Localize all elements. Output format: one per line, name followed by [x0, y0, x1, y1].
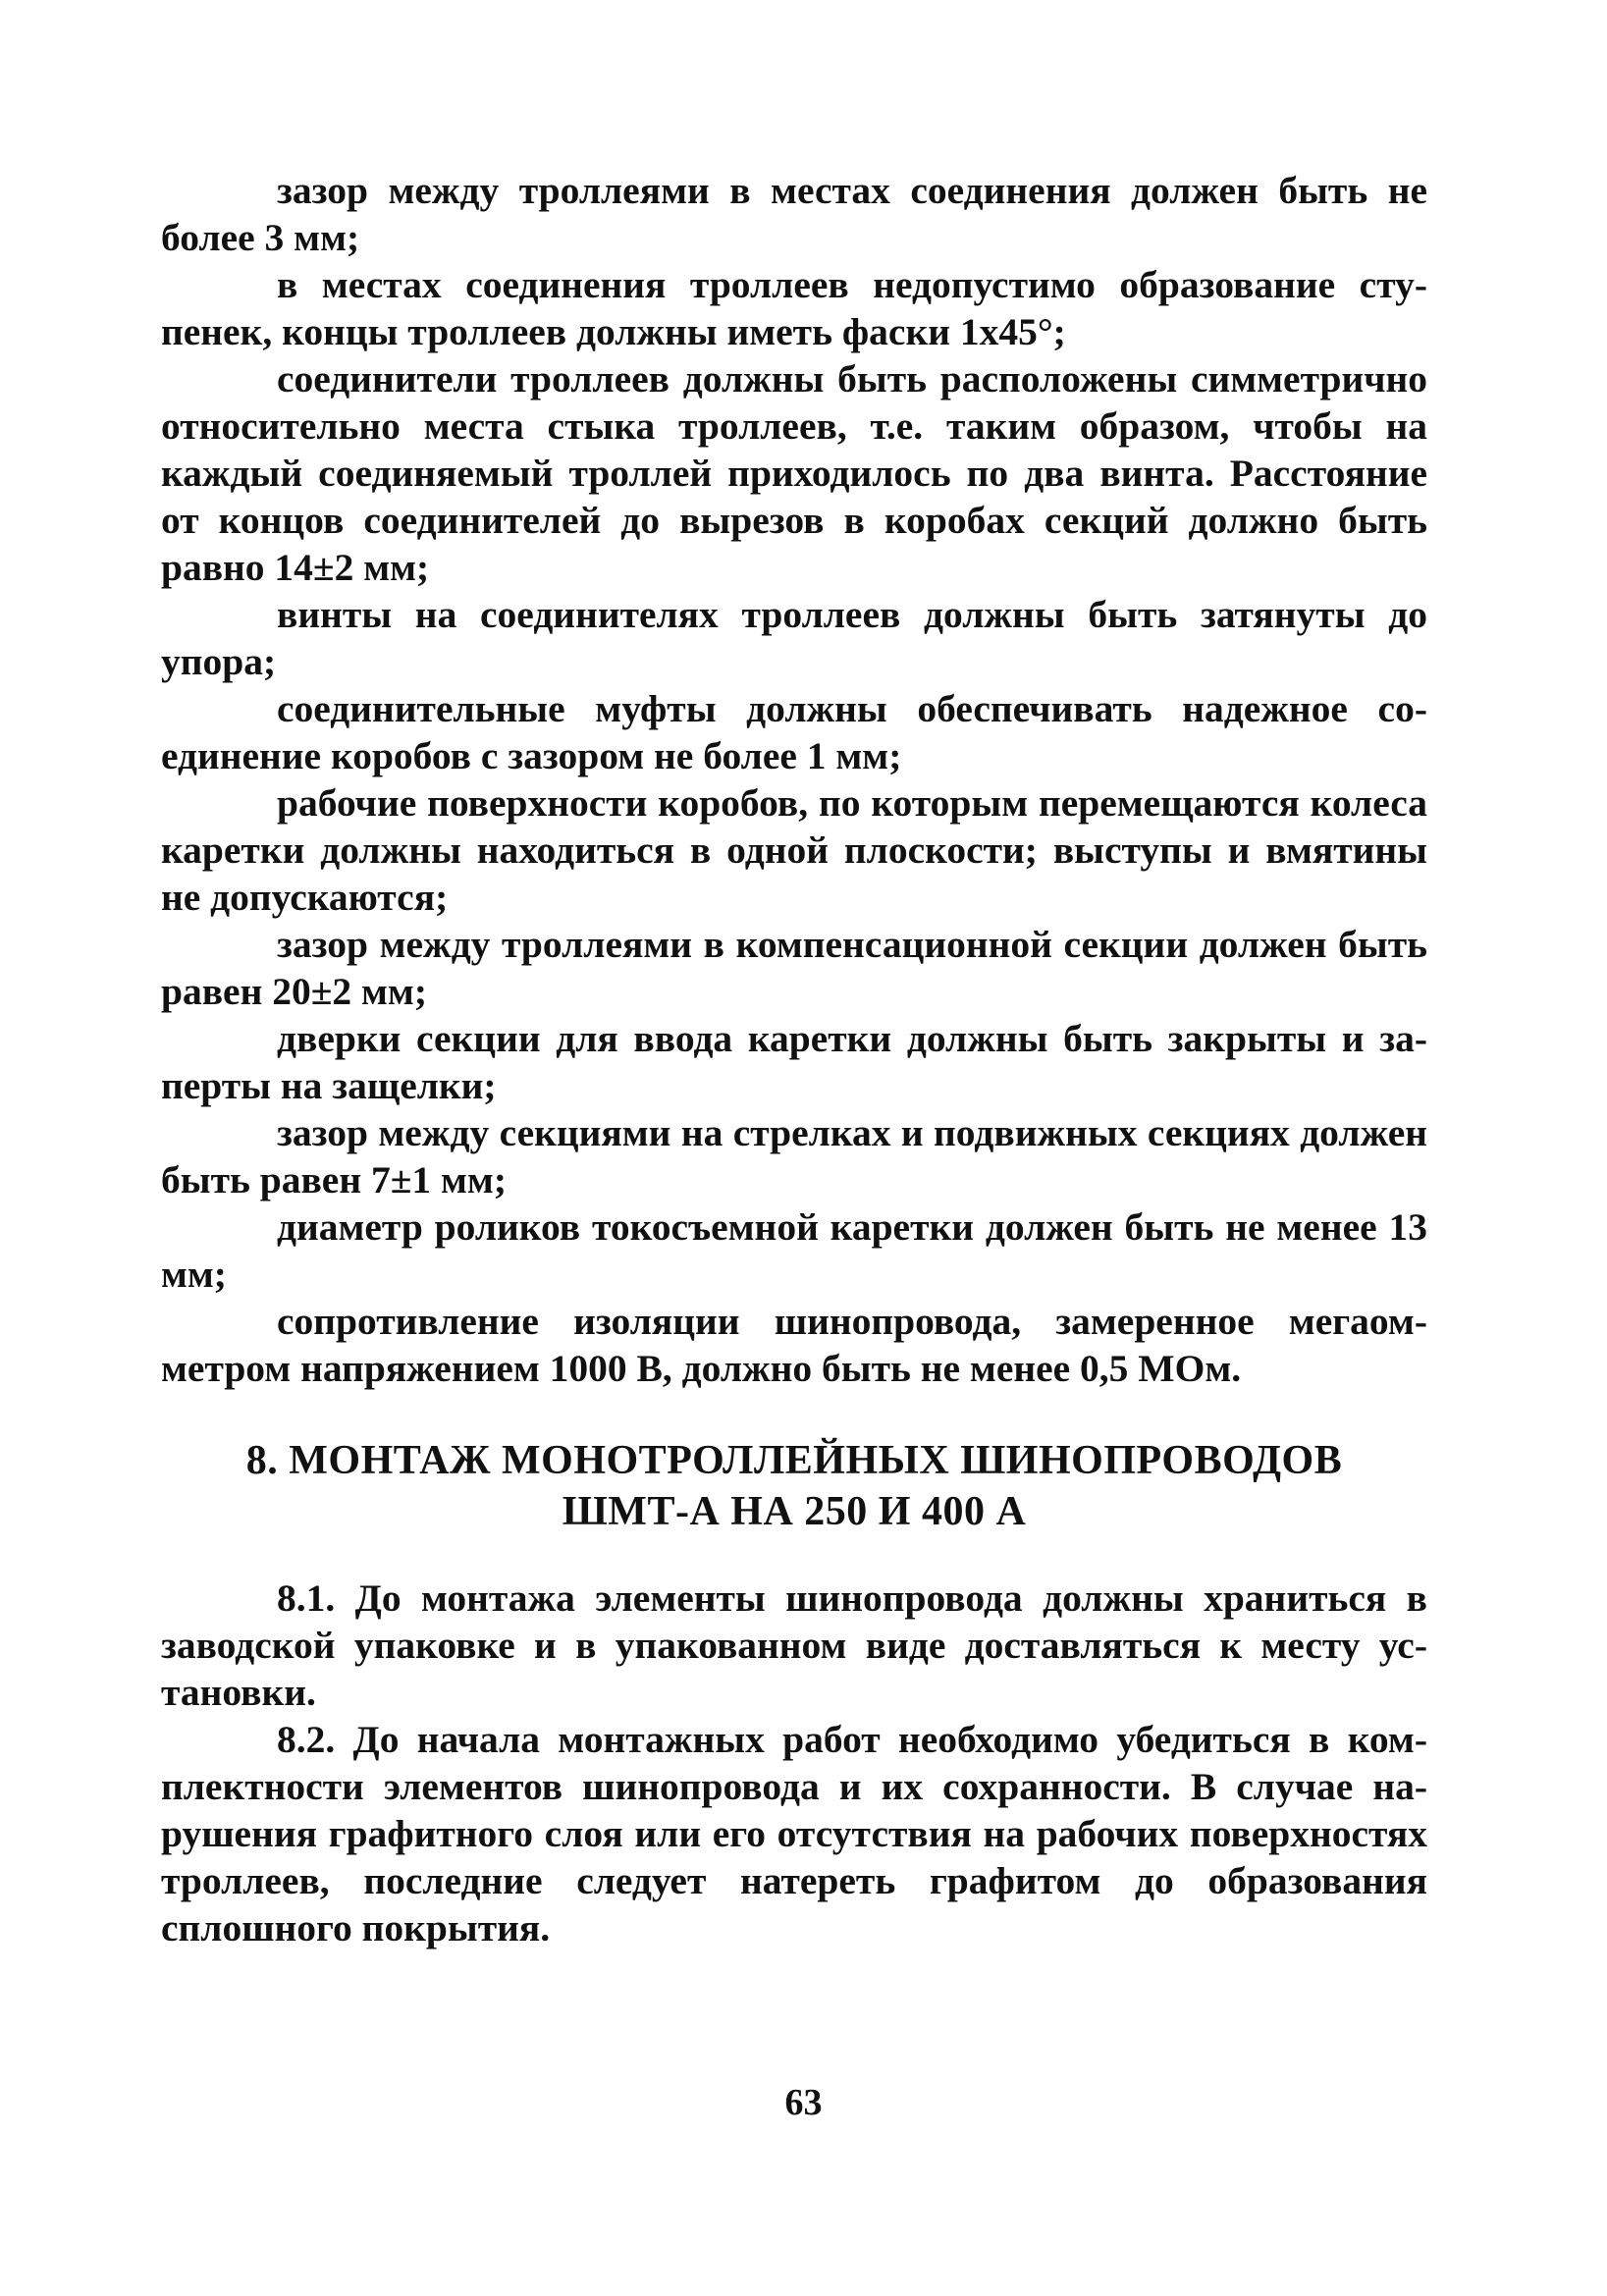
list-item: дверки секции для ввода каретки должны быть закрыты и заперты на защелки;: [161, 1017, 1427, 1107]
section-title: [161, 1435, 1427, 1537]
list-item: рабочие поверхности коробов, по которым перемещаются колеса каретки должны находиться в одной плоскости; выступы и вмятины не допускаются;: [161, 781, 1427, 919]
list-item: зазор между секциями на стрелках и подвижных секциях должен быть равен 7±1 мм;: [161, 1111, 1427, 1201]
paragraph-8-2: 8.2. До начала монтажных работ необходимо убедиться в комплектности элементов шинопровода и их сохранности. В случае нарушения графитного слоя или его отсутствия на рабочих поверхностях троллеев, последние следует натереть графитом до образования сплошного покрытия.: [161, 1718, 1427, 1949]
page-text: [161, 167, 1427, 1951]
list-item: сопротивление изоляции шинопровода, замеренное мегаомметром напряжением 1000 В, должно быть не менее 0,5 МОм.: [161, 1300, 1427, 1390]
list-item: соединители троллеев должны быть расположены симметрично относительно места стыка троллеев, т.е. таким образом, чтобы на каждый соединяемый троллей приходилось по два винта. Расстояние от концов соединителей до вырезов в коробах секций должно быть равно 14±2 мм;: [161, 357, 1427, 589]
paragraph-8-1: 8.1. До монтажа элементы шинопровода должны храниться в заводской упаковке и в упакованном виде доставляться к месту установки.: [161, 1576, 1427, 1714]
list-item: зазор между троллеями в компенсационной секции должен быть равен 20±2 мм;: [161, 923, 1427, 1013]
page-number: 63: [784, 2082, 823, 2123]
list-item: винты на соединителях троллеев должны быть затянуты до упора;: [161, 593, 1427, 683]
list-item: диаметр роликов токосъемной каретки должен быть не менее 13 мм;: [161, 1205, 1427, 1296]
section-title-line-1: 8. МОНТАЖ МОНОТРОЛЛЕЙНЫХ ШИНОПРОВОДОВ: [245, 1438, 1343, 1483]
list-item: зазор между троллеями в местах соединения должен быть не более 3 мм;: [161, 169, 1427, 259]
list-item: соединительные муфты должны обеспечивать надежное соединение коробов с зазором не более 1 мм;: [161, 687, 1427, 777]
list-item: в местах соединения троллеев недопустимо образование ступенек, концы троллеев должны иметь фаски 1х45°;: [161, 263, 1427, 353]
section-title-line-2: ШМТ-А НА 250 И 400 А: [562, 1489, 1027, 1534]
